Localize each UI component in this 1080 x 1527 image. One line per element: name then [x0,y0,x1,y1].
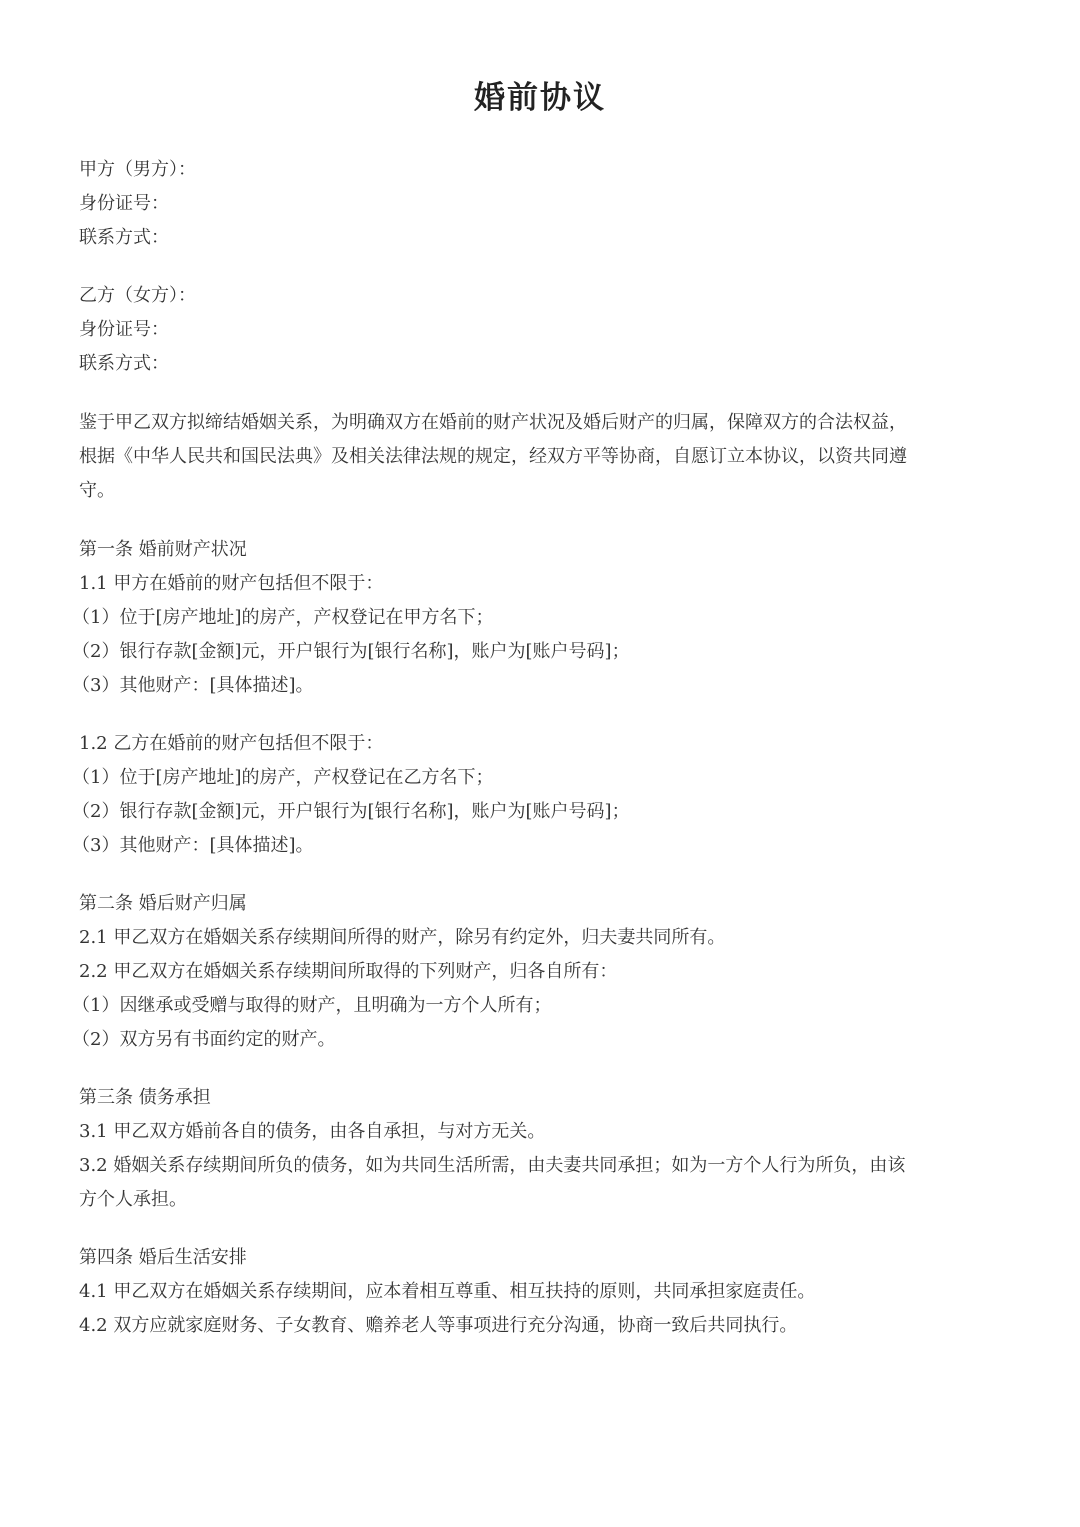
clause-1-1-item: （3）其他财产：[具体描述]。 [72,675,314,696]
clause-1-1-item: （2）银行存款[金额]元，开户银行为[银行名称]，账户为[账户号码]； [72,641,630,662]
article-2-heading: 第二条 婚后财产归属 [79,893,247,914]
article-4-heading: 第四条 婚后生活安排 [79,1247,247,1268]
clause-4-2: 4.2 双方应就家庭财务、子女教育、赡养老人等事项进行充分沟通，协商一致后共同执行。 [79,1315,798,1336]
party-a-name-label: 甲方（男方）： [79,159,196,180]
clause-1-1-item: （1）位于[房产地址]的房产，产权登记在甲方名下； [72,607,494,628]
clause-3-1: 3.1 甲乙双方婚前各自的债务，由各自承担，与对方无关。 [79,1121,546,1142]
preamble-line: 守。 [79,480,115,501]
clause-2-1: 2.1 甲乙双方在婚姻关系存续期间所得的财产，除另有约定外，归夫妻共同所有。 [79,927,726,948]
clause-1-2: 1.2 乙方在婚前的财产包括但不限于： [79,733,384,754]
clause-2-2-item: （2）双方另有书面约定的财产。 [72,1029,336,1050]
party-b-id-label: 身份证号： [79,319,169,340]
clause-4-1: 4.1 甲乙双方在婚姻关系存续期间，应本着相互尊重、相互扶持的原则，共同承担家庭责任。 [79,1281,816,1302]
clause-1-1: 1.1 甲方在婚前的财产包括但不限于： [79,573,384,594]
preamble-line: 根据《中华人民共和国民法典》及相关法律法规的规定，经双方平等协商，自愿订立本协议，以资共同遵 [79,446,907,467]
party-a-contact-label: 联系方式： [79,227,169,248]
article-1-heading: 第一条 婚前财产状况 [79,539,247,560]
party-b-name-label: 乙方（女方）： [79,285,196,306]
clause-1-2-item: （3）其他财产：[具体描述]。 [72,835,314,856]
preamble-line: 鉴于甲乙双方拟缔结婚姻关系，为明确双方在婚前的财产状况及婚后财产的归属，保障双方的合法权益， [79,412,907,433]
clause-1-2-item: （2）银行存款[金额]元，开户银行为[银行名称]，账户为[账户号码]； [72,801,630,822]
article-3-heading: 第三条 债务承担 [79,1087,211,1108]
clause-1-2-item: （1）位于[房产地址]的房产，产权登记在乙方名下； [72,767,494,788]
page-title: 婚前协议 [474,80,606,116]
clause-3-2: 3.2 婚姻关系存续期间所负的债务，如为共同生活所需，由夫妻共同承担；如为一方个人行为所负，由该 [79,1155,906,1176]
clause-2-2: 2.2 甲乙双方在婚姻关系存续期间所取得的下列财产，归各自所有： [79,961,618,982]
party-b-contact-label: 联系方式： [79,353,169,374]
party-a-id-label: 身份证号： [79,193,169,214]
clause-2-2-item: （1）因继承或受赠与取得的财产，且明确为一方个人所有； [72,995,552,1016]
clause-3-2-continued: 方个人承担。 [79,1189,187,1210]
